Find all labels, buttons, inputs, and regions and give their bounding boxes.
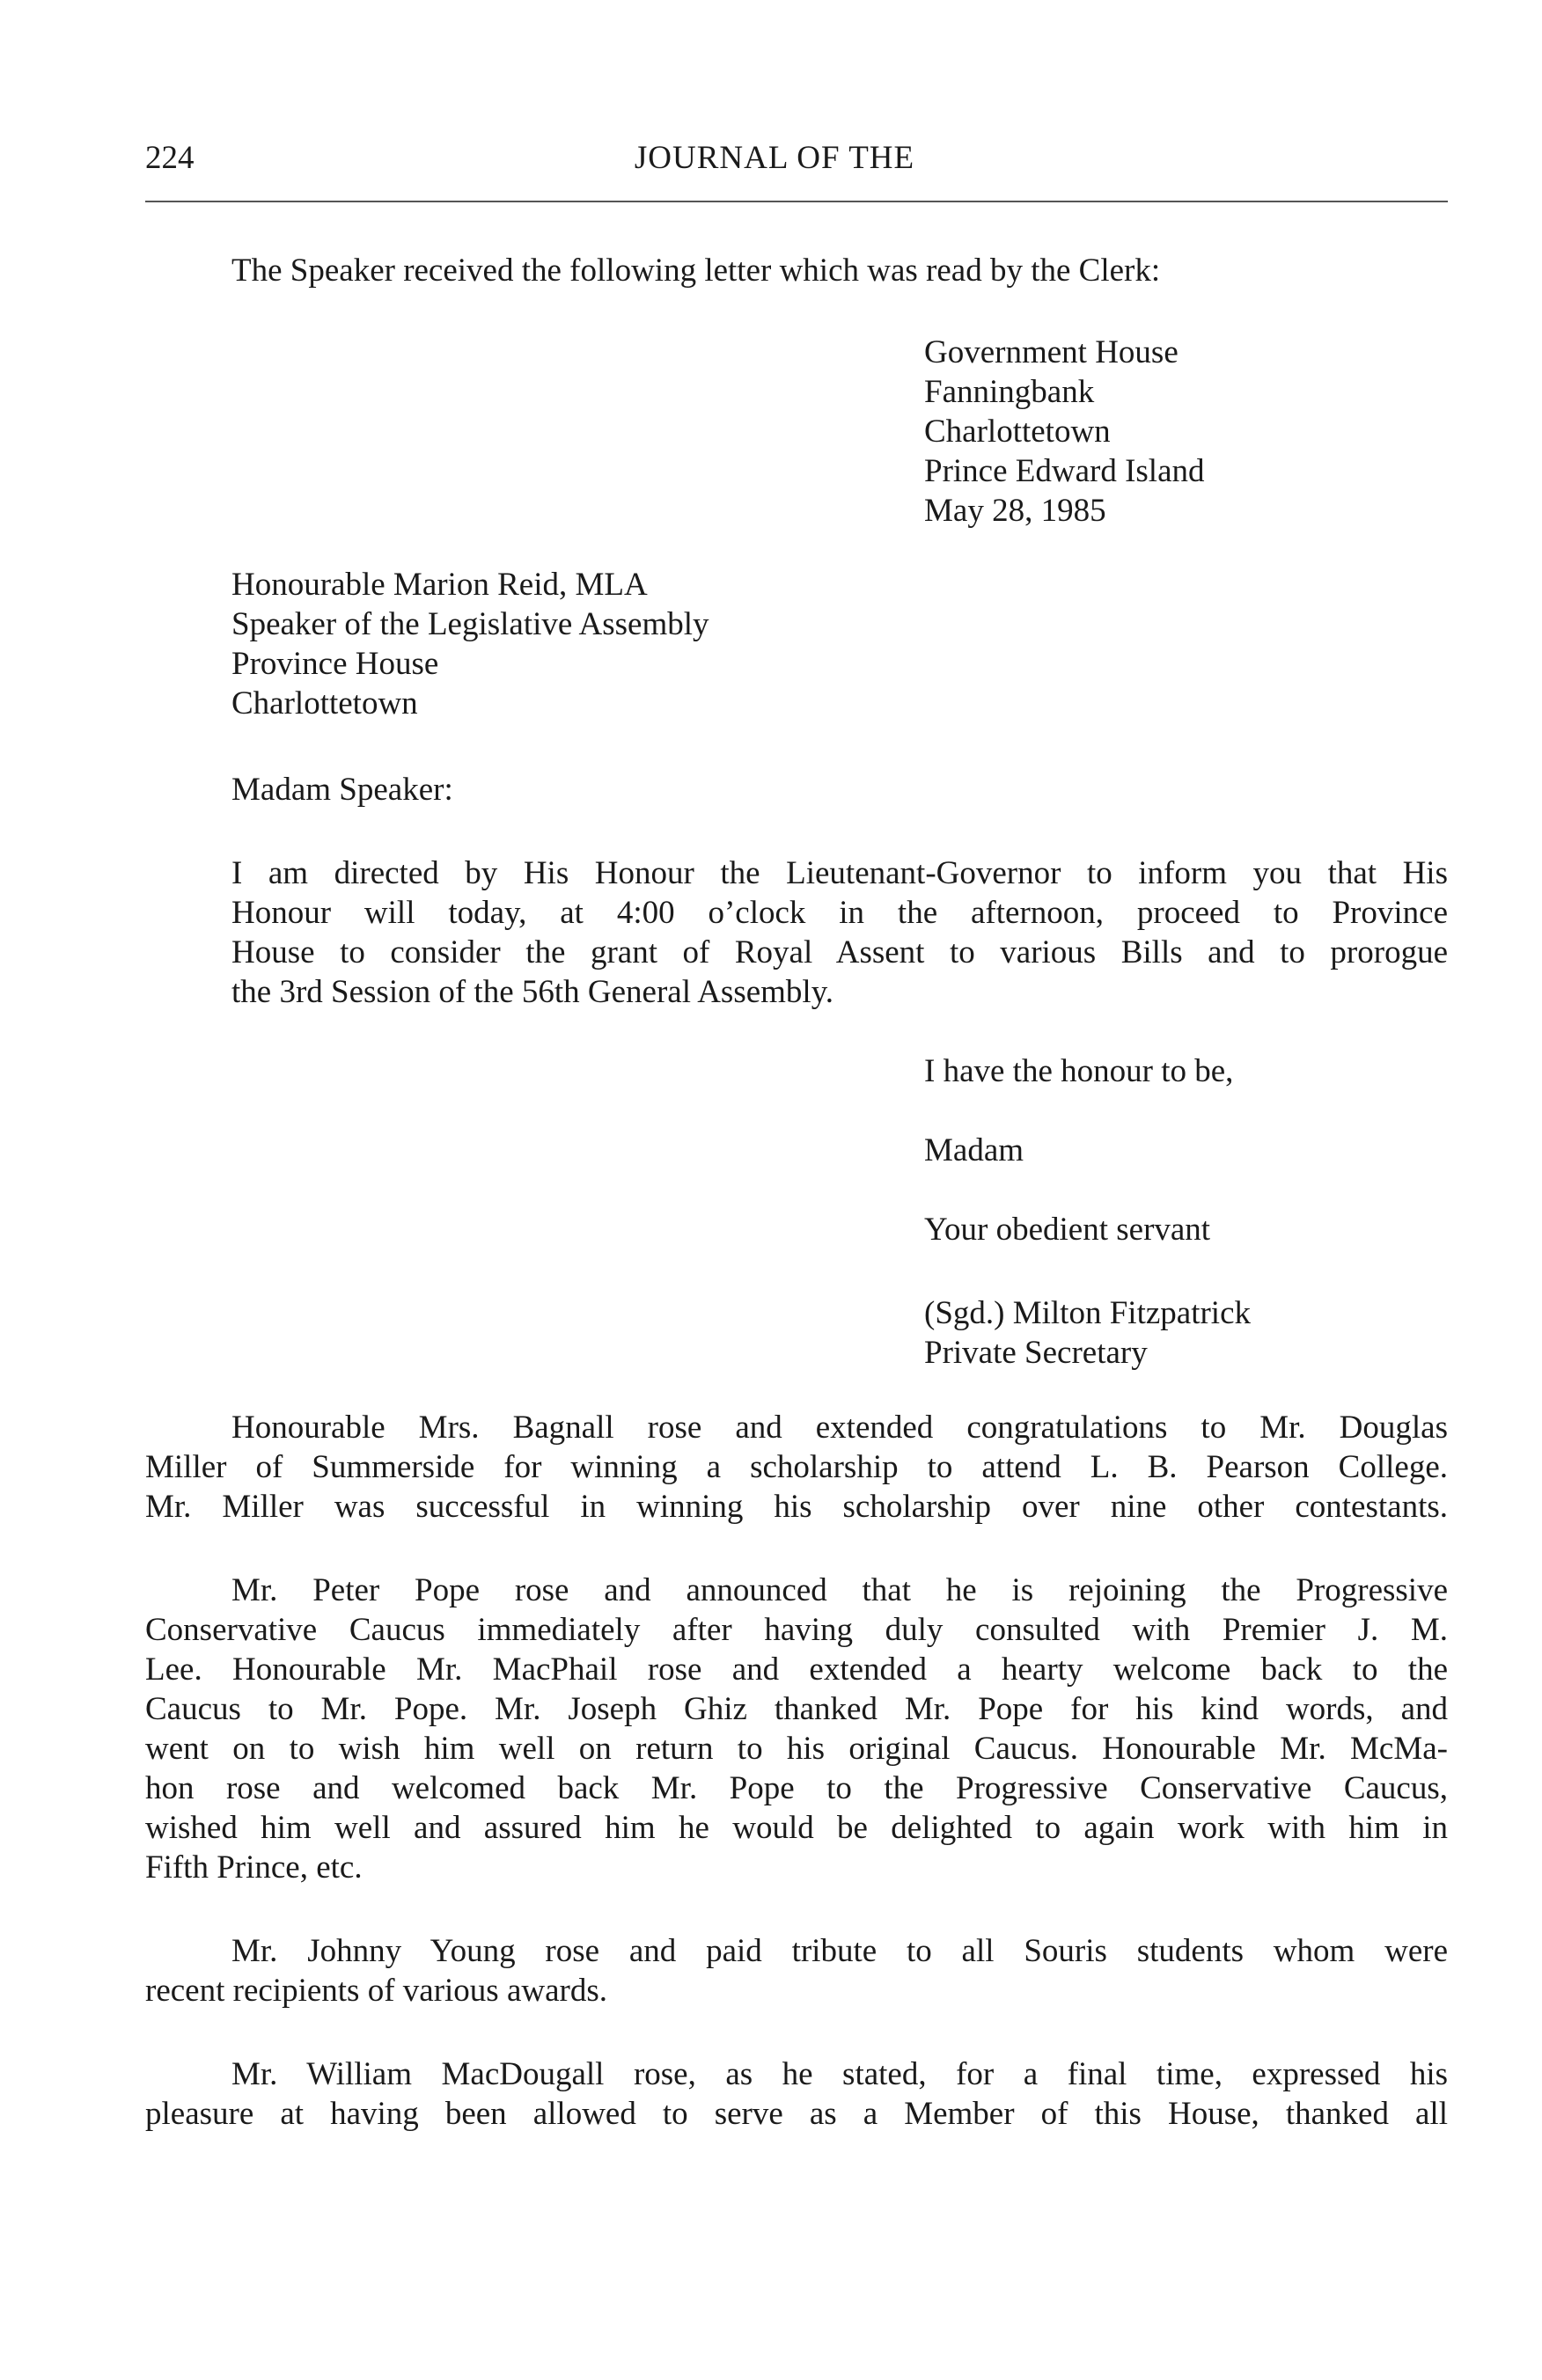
paragraph-line: Honourable Mrs. Bagnall rose and extended congratulations to Mr. Douglas <box>231 1410 1448 1446</box>
letter-date: May 28, 1985 <box>924 493 1106 529</box>
intro-sentence: The Speaker received the following letter which was read by the Clerk: <box>231 253 1161 289</box>
closing-phrase: I have the honour to be, <box>924 1053 1234 1089</box>
signature-title: Private Secretary <box>924 1335 1148 1371</box>
sender-address <box>924 333 1205 531</box>
body-line: I am directed by His Honour the Lieutenant-Governor to inform you that His <box>231 855 1448 891</box>
closing-servant: Your obedient servant <box>924 1212 1211 1248</box>
body-line: Honour will today, at 4:00 o’clock in the afternoon, proceed to Province <box>231 895 1448 931</box>
paragraph-line: Caucus to Mr. Pope. Mr. Joseph Ghiz thanked Mr. Pope for his kind words, and <box>145 1691 1448 1727</box>
address-line: Charlottetown <box>924 414 1111 450</box>
header-rule <box>145 201 1448 202</box>
paragraph-macdougall <box>145 2054 1448 2134</box>
paragraph-line: Miller of Summerside for winning a scholarship to attend L. B. Pearson College. <box>145 1449 1448 1485</box>
page-header <box>145 132 1448 185</box>
paragraph-line: Lee. Honourable Mr. MacPhail rose and extended a hearty welcome back to the <box>145 1651 1448 1688</box>
paragraph-young <box>145 1931 1448 2010</box>
paragraph-line: Mr. William MacDougall rose, as he stated, for a final time, expressed his <box>231 2056 1448 2092</box>
recipient-address <box>231 565 709 723</box>
paragraph-line: Mr. Peter Pope rose and announced that he is rejoining the Progressive <box>231 1572 1448 1608</box>
paragraph-line: hon rose and welcomed back Mr. Pope to the Progressive Conservative Caucus, <box>145 1770 1448 1806</box>
salutation: Madam Speaker: <box>231 772 453 808</box>
body-line: the 3rd Session of the 56th General Assembly. <box>231 974 834 1010</box>
paragraph-line: pleasure at having been allowed to serve as a Member of this House, thanked all <box>145 2096 1448 2132</box>
recipient-line: Charlottetown <box>231 685 418 721</box>
recipient-line: Speaker of the Legislative Assembly <box>231 606 709 642</box>
signature-name: (Sgd.) Milton Fitzpatrick <box>924 1295 1251 1331</box>
page-number: 224 <box>145 140 195 176</box>
address-line: Fanningbank <box>924 374 1095 410</box>
paragraph-line: wished him well and assured him he would be delighted to again work with him in <box>145 1810 1448 1846</box>
paragraph-line: recent recipients of various awards. <box>145 1973 607 2009</box>
running-title: JOURNAL OF THE <box>634 140 915 176</box>
body-line: House to consider the grant of Royal Assent to various Bills and to prorogue <box>231 934 1448 970</box>
recipient-line: Honourable Marion Reid, MLA <box>231 567 648 603</box>
address-line: Government House <box>924 334 1179 370</box>
paragraph-line: Conservative Caucus immediately after having duly consulted with Premier J. M. <box>145 1612 1448 1648</box>
paragraph-bagnall <box>145 1408 1448 1527</box>
paragraph-line: Mr. Johnny Young rose and paid tribute to all Souris students whom were <box>231 1933 1448 1969</box>
recipient-line: Province House <box>231 646 439 682</box>
letter-body <box>231 853 1448 1012</box>
paragraph-pope <box>145 1571 1448 1887</box>
paragraph-line: Fifth Prince, etc. <box>145 1849 363 1886</box>
address-line: Prince Edward Island <box>924 453 1205 489</box>
paragraph-line: Mr. Miller was successful in winning his scholarship over nine other contestants. <box>145 1489 1448 1525</box>
paragraph-line: went on to wish him well on return to his original Caucus. Honourable Mr. McMa- <box>145 1731 1448 1767</box>
closing-address: Madam <box>924 1132 1024 1168</box>
signature-block <box>924 1293 1251 1373</box>
